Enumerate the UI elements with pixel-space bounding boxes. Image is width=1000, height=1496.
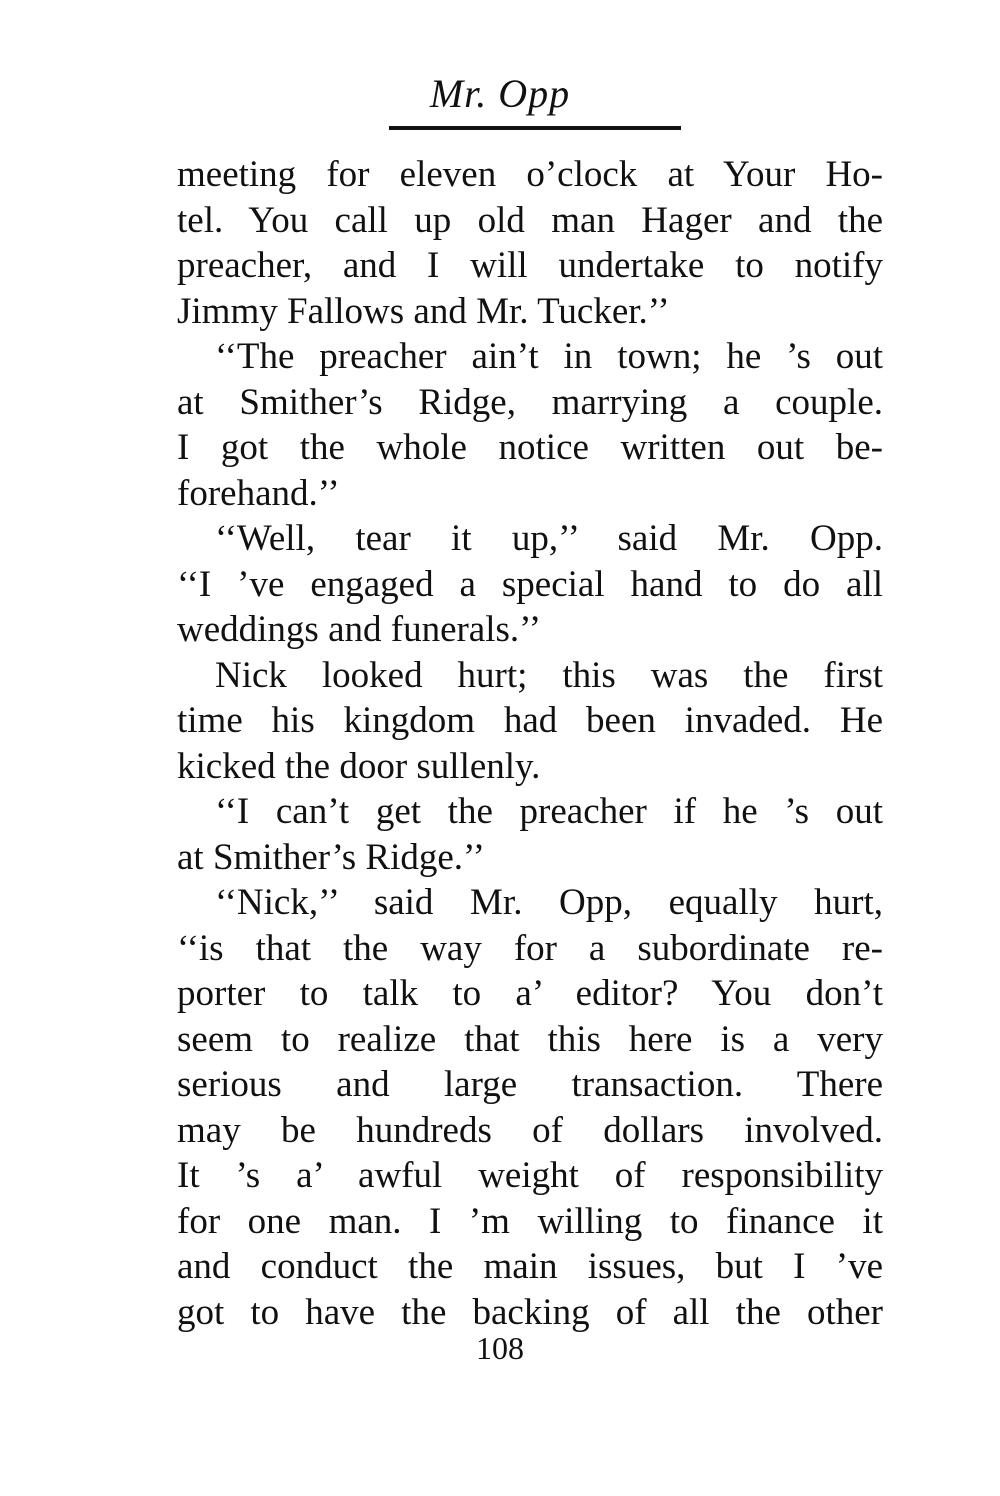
text-line: for one man. I ’m willing to finance it: [177, 1200, 883, 1242]
text-line: weddings and funerals.’’: [177, 609, 542, 650]
text-line: at Smither’s Ridge.’’: [177, 836, 485, 878]
header-rule: [389, 126, 681, 130]
text-line: at Smither’s Ridge, marrying a couple.: [177, 381, 883, 423]
text-line: ‘‘I can’t get the preacher if he ’s out: [215, 791, 883, 832]
text-line: ‘‘Nick,’’ said Mr. Opp, equally hurt,: [215, 882, 883, 923]
text-line: kicked the door sullenly.: [177, 745, 541, 787]
text-line: forehand.’’: [177, 472, 340, 514]
text-line: tel. You call up old man Hager and the: [177, 199, 883, 241]
text-line: seem to realize that this here is a very: [177, 1018, 883, 1060]
text-line: Jimmy Fallows and Mr. Tucker.’’: [177, 290, 670, 332]
body-text: [177, 152, 883, 1335]
text-line: Nick looked hurt; this was the first: [215, 654, 883, 696]
text-line: serious and large transaction. There: [177, 1064, 883, 1105]
text-line: may be hundreds of dollars involved.: [177, 1109, 883, 1151]
text-line: ‘‘Well, tear it up,’’ said Mr. Opp.: [215, 518, 883, 559]
text-line: porter to talk to a’ editor? You don’t: [177, 973, 883, 1014]
running-head: Mr. Opp: [429, 71, 571, 116]
text-line: ‘‘The preacher ain’t in town; he ’s out: [215, 336, 883, 377]
text-line: ‘‘is that the way for a subordinate re-: [177, 927, 883, 969]
text-line: ‘‘I ’ve engaged a special hand to do all: [177, 563, 883, 605]
text-line: It ’s a’ awful weight of responsibility: [177, 1155, 883, 1196]
text-line: and conduct the main issues, but I ’ve: [177, 1246, 883, 1287]
text-line: I got the whole notice written out be-: [177, 427, 883, 468]
text-line: time his kingdom had been invaded. He: [177, 700, 883, 741]
text-line: meeting for eleven o’clock at Your Ho-: [177, 154, 883, 195]
page-number: 108: [476, 1330, 524, 1366]
text-line: got to have the backing of all the other: [177, 1291, 883, 1333]
text-line: preacher, and I will undertake to notify: [177, 245, 883, 286]
